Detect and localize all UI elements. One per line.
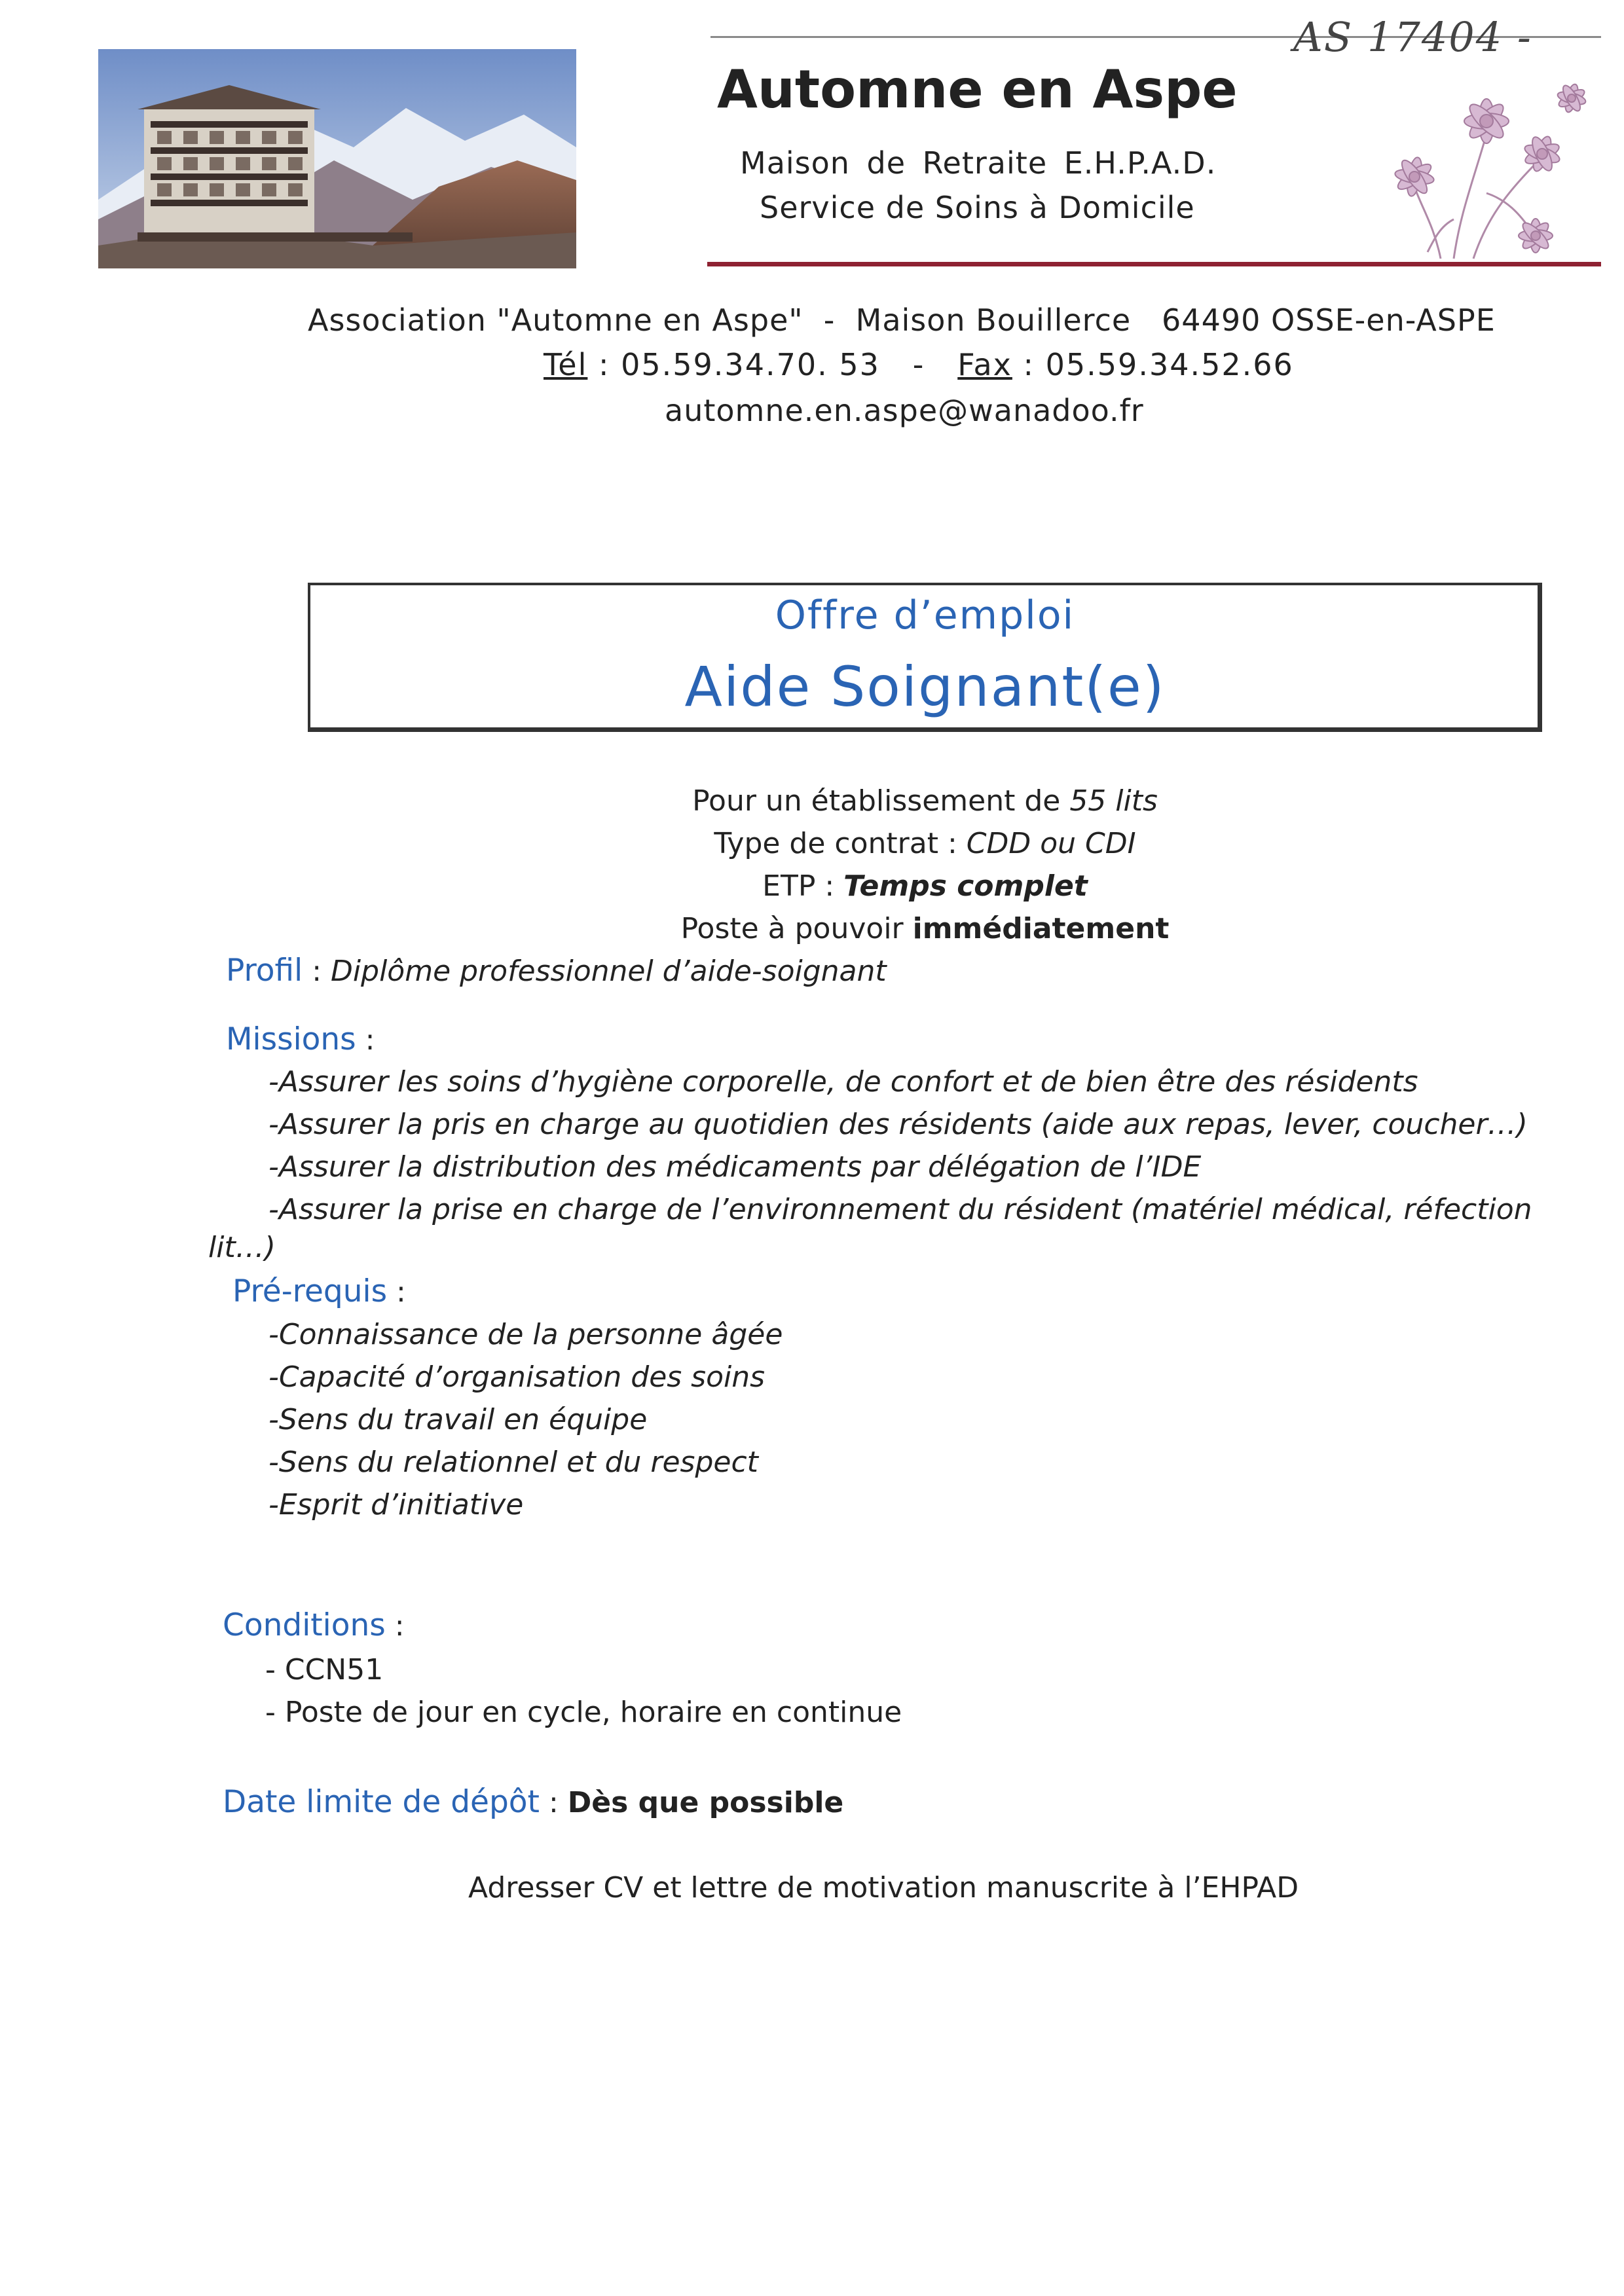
missions-separator: : <box>356 1023 375 1057</box>
contract-prefix: Type de contrat : <box>714 827 967 860</box>
edelweiss-flowers-illustration <box>1375 62 1598 265</box>
etp-value: Temps complet <box>843 869 1088 903</box>
profil-separator: : <box>303 955 331 988</box>
fax-value: : 05.59.34.52.66 <box>1012 347 1294 382</box>
prerequis-item: -Connaissance de la personne âgée <box>268 1318 783 1351</box>
conditions-separator: : <box>385 1609 405 1643</box>
establishment-prefix: Pour un établissement de <box>692 784 1070 818</box>
email-address: automne.en.aspe@wanadoo.fr <box>665 393 1144 428</box>
profil-section <box>226 953 887 989</box>
establishment-beds: 55 lits <box>1069 784 1158 818</box>
start-prefix: Poste à pouvoir <box>680 912 913 945</box>
start-date-line <box>308 912 1542 945</box>
association-address: Association "Automne en Aspe" - Maison Bouillerce 64490 OSSE-en-ASPE <box>308 302 1496 338</box>
profil-heading: Profil <box>226 953 303 989</box>
establishment-size-line <box>308 784 1542 818</box>
contract-value: CDD ou CDI <box>966 827 1136 860</box>
prerequis-heading: Pré-requis <box>232 1273 388 1309</box>
etp-prefix: ETP : <box>762 869 844 903</box>
organization-subtitle-ehpad: Maison de Retraite E.H.P.A.D. <box>740 145 1217 181</box>
residence-photo <box>98 49 576 268</box>
contract-type-line <box>308 827 1542 860</box>
missions-heading: Missions <box>226 1021 356 1057</box>
conditions-heading: Conditions <box>223 1607 386 1643</box>
application-instructions: Adresser CV et lettre de motivation manuscrite à l’EHPAD <box>468 1871 1299 1904</box>
deadline-separator: : <box>539 1786 568 1819</box>
profil-value: Diplôme professionnel d’aide-soignant <box>331 955 887 988</box>
job-title: Aide Soignant(e) <box>684 655 1166 719</box>
handwritten-reference: AS 17404 - <box>1293 13 1532 61</box>
organization-name: Automne en Aspe <box>717 59 1238 120</box>
mission-item-continuation: lit…) <box>208 1231 276 1264</box>
prerequis-item: -Capacité d’organisation des soins <box>268 1360 766 1394</box>
conditions-heading-line <box>223 1607 405 1643</box>
condition-item: - CCN51 <box>265 1653 384 1686</box>
missions-heading-line <box>226 1021 375 1057</box>
prerequis-separator: : <box>387 1275 406 1309</box>
tel-label: Tél <box>544 347 588 382</box>
tel-value: : 05.59.34.70. 53 - <box>587 347 958 382</box>
offer-title: Offre d’emploi <box>775 592 1075 638</box>
prerequis-heading-line <box>232 1273 406 1309</box>
mission-item: -Assurer la distribution des médicaments par délégation de l’IDE <box>268 1150 1202 1184</box>
fax-label: Fax <box>957 347 1012 382</box>
header-bottom-rule <box>707 262 1601 266</box>
mission-item: -Assurer la prise en charge de l’environnement du résident (matériel médical, réfection <box>268 1193 1532 1226</box>
prerequis-item: -Sens du relationnel et du respect <box>268 1446 758 1479</box>
phone-fax-line <box>544 347 1294 382</box>
etp-line <box>308 869 1542 903</box>
mission-item: -Assurer les soins d’hygiène corporelle, de confort et de bien être des résidents <box>268 1065 1418 1099</box>
prerequis-item: -Esprit d’initiative <box>268 1488 524 1522</box>
prerequis-item: -Sens du travail en équipe <box>268 1403 648 1436</box>
start-value: immédiatement <box>912 912 1170 945</box>
mission-item: -Assurer la pris en charge au quotidien des résidents (aide aux repas, lever, coucher…) <box>268 1108 1528 1141</box>
deadline-line <box>223 1784 843 1820</box>
organization-subtitle-service: Service de Soins à Domicile <box>760 190 1195 225</box>
deadline-heading: Date limite de dépôt <box>223 1784 540 1820</box>
condition-item: - Poste de jour en cycle, horaire en continue <box>265 1696 902 1729</box>
deadline-value: Dès que possible <box>567 1786 844 1819</box>
